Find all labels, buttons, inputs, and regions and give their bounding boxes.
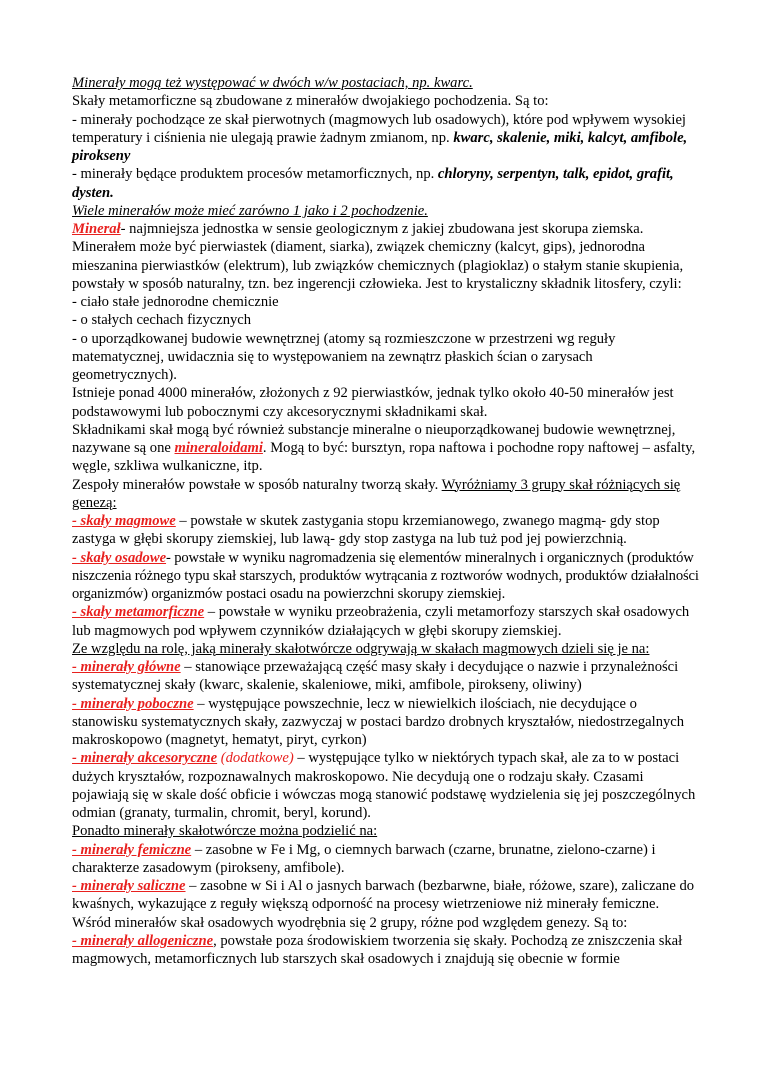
secondary-minerals-text: – występujące powszechnie, lecz w niewielkich ilościach, nie decydujące o stanowisku systematycznych skały, zazwyczaj w postaci bardzo drobnych kryształów, niedostrzegalnych makroskopowo (magnetyt, hematyt, piryt, cyrkon) bbox=[72, 695, 685, 748]
note-both-origins: Wiele minerałów może mieć zarówno 1 jako i 2 pochodzenie. bbox=[72, 202, 428, 219]
rock-groups-text: Zespoły minerałów powstałe w sposób naturalny tworzą skały. bbox=[72, 476, 442, 493]
role-division-heading: Ze względu na rolę, jaką minerały skałotwórcze odgrywają w skałach magmowych dzieli się je na: bbox=[72, 640, 650, 657]
femic-minerals-item bbox=[72, 841, 700, 878]
metamorphic-rocks-item bbox=[72, 603, 700, 640]
further-division-heading: Ponadto minerały skałotwórcze można podzielić na: bbox=[72, 823, 378, 840]
term-femic-minerals: - minerały femiczne bbox=[72, 841, 192, 858]
main-minerals-item bbox=[72, 658, 700, 695]
term-accessory-minerals: - minerały akcesoryczne bbox=[72, 750, 218, 767]
mineral-count-paragraph: Istnieje ponad 4000 minerałów, złożonych z 92 pierwiastków, jednak tylko około 40-50 minerałów jest podstawowymi lub pobocznymi czy akcesorycznymi składnikami skał. bbox=[72, 385, 674, 420]
metamorphic-minerals-examples: chloryny, serpentyn, talk, epidot, grafit, dysten. bbox=[72, 166, 674, 201]
sedimentary-rocks-item bbox=[72, 549, 700, 604]
accessory-minerals-text: – występujące tylko w niektórych typach skał, ale za to w postaci dużych kryształów, rozpoznawalnych makroskopowo. Nie decydują one o rodzaju skały. Czasami pojawiają się w skale dość obficie i wówczas mogą stanowić podstawę wydzielenia się jej poszczególnych odmian (granaty, turmalin, chromit, beryl, korund). bbox=[72, 750, 696, 821]
magmatic-rocks-text: – powstałe w skutek zastygania stopu krzemianowego, zwanego magmą- gdy stop zastyga w głębi skorupy ziemskiej, lub lawą- gdy stop zastyga na lub tuż pod jej powierzchnią. bbox=[72, 513, 660, 548]
sedimentary-minerals-intro: Wśród minerałów skał osadowych wyodrębnia się 2 grupy, różne pod względem genezy. Są to: bbox=[72, 914, 628, 931]
document-page bbox=[72, 74, 700, 968]
salic-minerals-item bbox=[72, 877, 700, 914]
metamorphic-minerals-item bbox=[72, 165, 700, 202]
salic-minerals-text: – zasobne w Si i Al o jasnych barwach (bezbarwne, białe, różowe, szare), zaliczane do kwaśnych, wykazujące z reguły większą odporność na procesy wietrzeniowe niż minerały femiczne. bbox=[72, 878, 695, 913]
sedimentary-rocks-text: - powstałe w wyniku nagromadzenia się elementów mineralnych i organicznych (produktów niszczenia różnego typu skał starszych, produktów wytrącania z roztworów wodnych, produktów działalności organizmów) organizmów postaci osadu na powierzchni skorupy ziemskiej. bbox=[72, 549, 699, 602]
term-mineral: Minerał bbox=[72, 221, 121, 237]
term-magmatic-rocks: - skały magmowe bbox=[72, 513, 176, 529]
term-metamorphic-rocks: - skały metamorficzne bbox=[72, 604, 205, 621]
main-minerals-text: – stanowiące przeważającą część masy skały i decydujące o nazwie i przynależności systematycznej skały (kwarc, skalenie, skaleniowe, miki, amfibole, pirokseny, oliwiny) bbox=[72, 659, 679, 694]
mineraloids-paragraph bbox=[72, 421, 700, 476]
metamorphic-rocks-text: – powstałe w wyniku przeobrażenia, czyli metamorfozy starszych skał osadowych lub magmowych pod wpływem czynników działających w głębi skorupy ziemskiej. bbox=[72, 604, 690, 639]
metamorphic-intro: Skały metamorficzne są zbudowane z minerałów dwojakiego pochodzenia. Są to: bbox=[72, 93, 549, 110]
term-secondary-minerals: - minerały poboczne bbox=[72, 695, 194, 712]
accessory-note: (dodatkowe) bbox=[217, 750, 294, 767]
primary-minerals-item bbox=[72, 111, 700, 166]
rock-groups-intro bbox=[72, 476, 700, 513]
allogenic-minerals-text: , powstałe poza środowiskiem tworzenia się skały. Pochodzą ze zniszczenia skał magmowych, metamorficznych lub starszych skał osadowych i znajdują się obecnie w formie bbox=[72, 932, 683, 967]
term-main-minerals: - minerały główne bbox=[72, 659, 181, 675]
femic-minerals-text: – zasobne w Fe i Mg, o ciemnych barwach (czarne, brunatne, zielono-czarne) i charakterze zasadowym (pirokseny, amfibole). bbox=[72, 841, 656, 876]
rock-groups-heading: Wyróżniamy 3 grupy skał różniących się genezą: bbox=[72, 476, 681, 511]
mineral-definition bbox=[72, 220, 700, 293]
magmatic-rocks-item bbox=[72, 512, 700, 549]
term-mineraloids: mineraloidami bbox=[174, 440, 263, 456]
primary-minerals-text: - minerały pochodzące ze skał pierwotnych (magmowych lub osadowych), które pod wpływem wysokiej temperatury i ciśnienia nie ulegają prawie żadnym zmianom, np. bbox=[72, 111, 686, 146]
list-item: - o uporządkowanej budowie wewnętrznej (atomy są rozmieszczone w przestrzeni wg reguły matematycznej, uwidacznia się to występowaniem na zewnątrz płaskich ścian o zarysach geometrycznych). bbox=[72, 330, 616, 383]
mineraloids-text-b: . Mogą to być: bursztyn, ropa naftowa i pochodne ropy naftowej – asfalty, węgle, szkliwa wulkaniczne, itp. bbox=[72, 440, 696, 475]
note-two-forms: Minerały mogą też występować w dwóch w/w postaciach, np. kwarc. bbox=[72, 75, 473, 91]
list-item: - ciało stałe jednorodne chemicznie bbox=[72, 294, 279, 310]
mineral-definition-text: - najmniejsza jednostka w sensie geologicznym z jakiej zbudowana jest skorupa ziemska. Minerałem może być pierwiastek (diament, siarka), związek chemiczny (kalcyt, gips), jednorodna mieszanina pierwiastków (elektrum), lub związków chemicznych (plagioklaz) o stałym stanie skupienia, powstały w sposób naturalny, tzn. bez ingerencji człowieka. Jest to krystaliczny składnik litosfery, czyli: bbox=[72, 221, 684, 292]
accessory-minerals-item bbox=[72, 749, 700, 822]
list-item: - o stałych cechach fizycznych bbox=[72, 312, 252, 329]
metamorphic-minerals-text: - minerały będące produktem procesów metamorficznych, np. bbox=[72, 166, 438, 183]
term-allogenic-minerals: - minerały allogeniczne bbox=[72, 932, 214, 949]
primary-minerals-examples: kwarc, skalenie, miki, kalcyt, amfibole, pirokseny bbox=[72, 129, 688, 164]
term-salic-minerals: - minerały saliczne bbox=[72, 878, 186, 894]
secondary-minerals-item bbox=[72, 695, 700, 750]
term-sedimentary-rocks: - skały osadowe bbox=[72, 549, 167, 566]
allogenic-minerals-item bbox=[72, 932, 700, 969]
mineraloids-text-a: Składnikami skał mogą być również substancje mineralne o nieuporządkowanej budowie wewnętrznej, nazywane są one bbox=[72, 421, 676, 456]
